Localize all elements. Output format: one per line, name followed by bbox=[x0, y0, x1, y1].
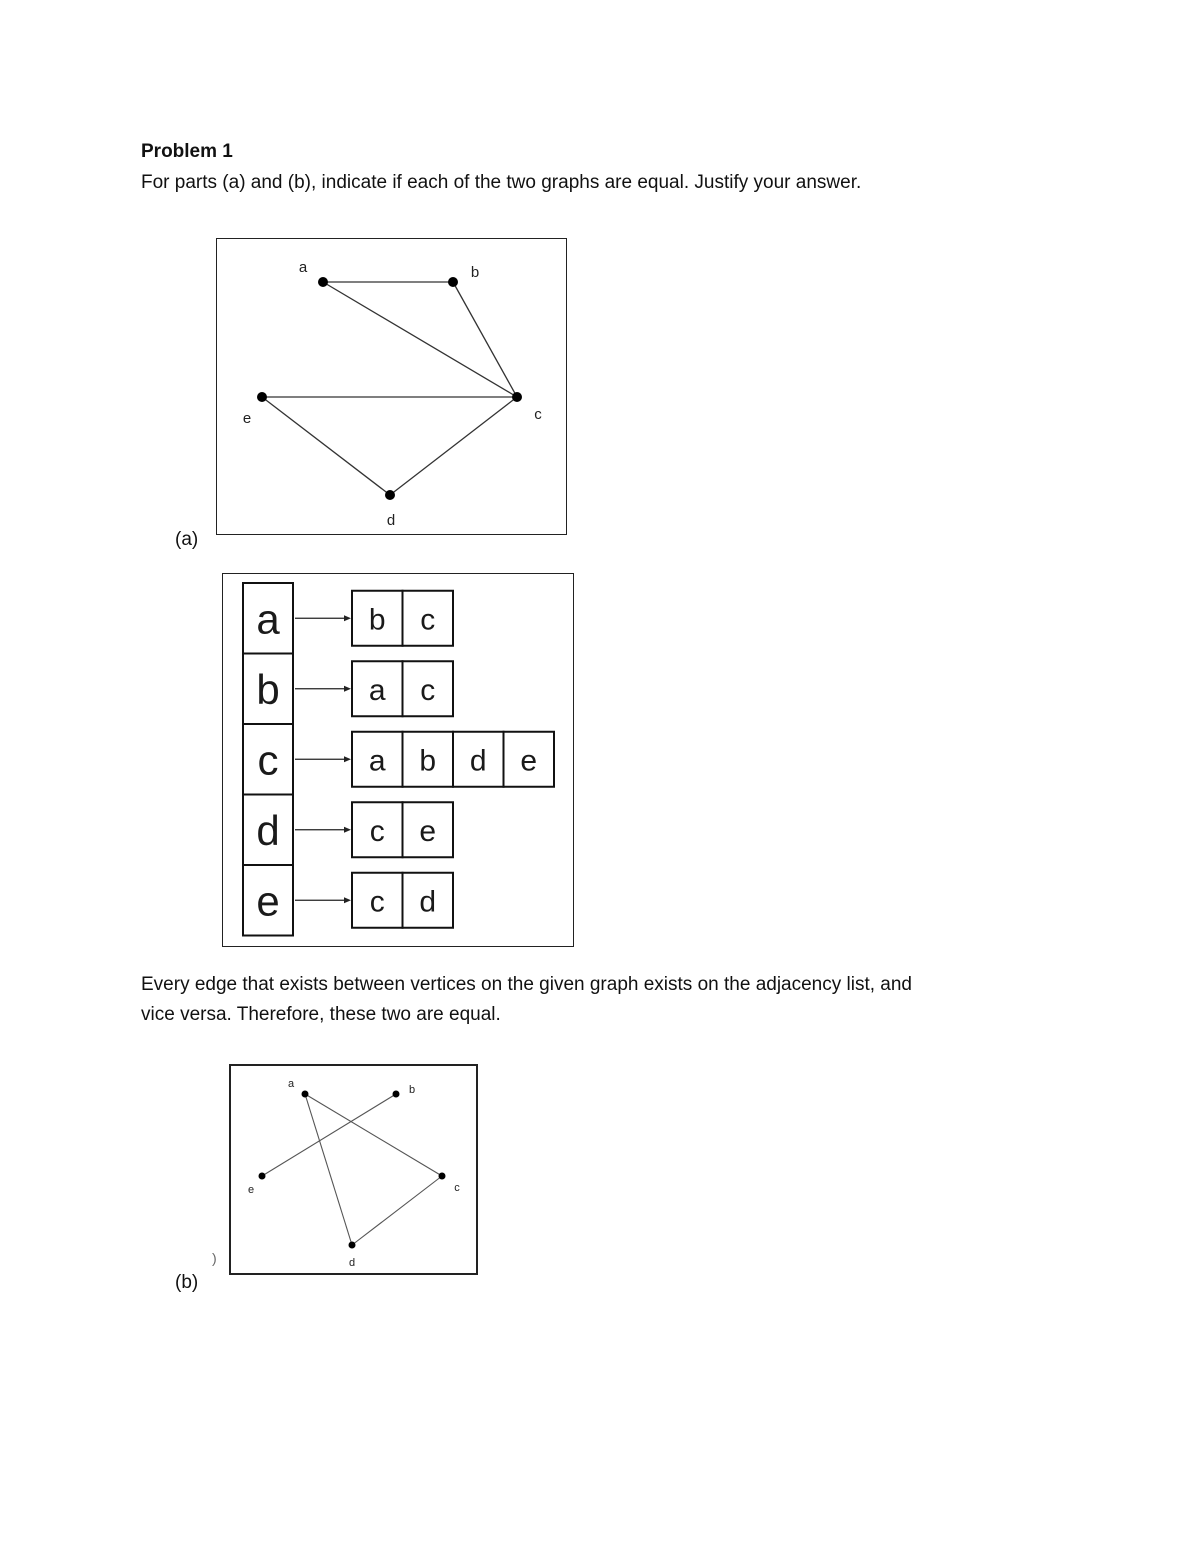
vertex-e bbox=[259, 1173, 266, 1180]
vertex-label-e: e bbox=[242, 410, 252, 427]
adjacency-head-label-d: d bbox=[256, 806, 280, 854]
adjacency-cell-label-a-b: b bbox=[368, 603, 386, 637]
adjacency-cell-label-a-c: c bbox=[420, 603, 436, 637]
adjacency-arrowhead-a bbox=[344, 615, 351, 621]
vertex-label-d: d bbox=[348, 1257, 356, 1269]
answer-text-line-2: vice versa. Therefore, these two are equal. bbox=[141, 1004, 501, 1025]
graph-b-figure bbox=[229, 1064, 478, 1275]
edge-a-c bbox=[305, 1094, 442, 1176]
vertex-label-d: d bbox=[386, 512, 396, 529]
adjacency-cell-label-c-a: a bbox=[368, 744, 386, 778]
vertex-label-c: c bbox=[534, 406, 542, 423]
vertex-label-c: c bbox=[454, 1182, 460, 1194]
edge-b-e bbox=[262, 1094, 396, 1176]
problem-title: Problem 1 bbox=[141, 141, 233, 162]
graph-b-svg bbox=[231, 1066, 476, 1273]
vertex-b bbox=[393, 1091, 400, 1098]
adjacency-list-figure bbox=[222, 573, 574, 947]
vertex-a bbox=[302, 1091, 309, 1098]
adjacency-head-label-e: e bbox=[256, 877, 280, 925]
adjacency-list-svg bbox=[223, 574, 572, 945]
edge-a-d bbox=[305, 1094, 352, 1245]
vertex-label-b: b bbox=[470, 264, 480, 281]
adjacency-cell-label-b-a: a bbox=[368, 673, 386, 707]
adjacency-arrowhead-c bbox=[344, 756, 351, 762]
adjacency-head-label-b: b bbox=[256, 665, 280, 713]
vertex-e bbox=[257, 392, 267, 402]
vertex-label-a: a bbox=[287, 1078, 295, 1090]
vertex-label-a: a bbox=[298, 259, 308, 276]
adjacency-arrowhead-d bbox=[344, 827, 351, 833]
vertex-c bbox=[439, 1173, 446, 1180]
problem-prompt: For parts (a) and (b), indicate if each of the two graphs are equal. Justify your answer. bbox=[141, 172, 862, 193]
vertex-d bbox=[349, 1242, 356, 1249]
adjacency-head-label-a: a bbox=[256, 595, 280, 643]
vertex-c bbox=[512, 392, 522, 402]
edge-e-d bbox=[262, 397, 390, 495]
adjacency-arrowhead-b bbox=[344, 686, 351, 692]
vertex-label-e: e bbox=[247, 1184, 255, 1196]
adjacency-cell-label-c-e: e bbox=[520, 744, 538, 778]
adjacency-cell-label-e-c: c bbox=[369, 885, 385, 919]
adjacency-cell-label-b-c: c bbox=[420, 673, 436, 707]
edge-c-d bbox=[352, 1176, 442, 1245]
graph-a-svg bbox=[217, 239, 565, 533]
adjacency-cell-label-d-c: c bbox=[369, 814, 385, 848]
vertex-label-b: b bbox=[408, 1084, 416, 1096]
vertex-b bbox=[448, 277, 458, 287]
edge-a-c bbox=[323, 282, 517, 397]
adjacency-cell-label-c-b: b bbox=[419, 744, 437, 778]
vertex-a bbox=[318, 277, 328, 287]
adjacency-head-label-c: c bbox=[257, 736, 279, 784]
adjacency-cell-label-d-e: e bbox=[419, 814, 437, 848]
answer-text-line-1: Every edge that exists between vertices on the given graph exists on the adjacency list, and bbox=[141, 974, 913, 995]
part-b-label: (b) bbox=[175, 1272, 199, 1293]
graph-a-figure bbox=[216, 238, 567, 535]
adjacency-cell-label-c-d: d bbox=[469, 744, 487, 778]
vertex-d bbox=[385, 490, 395, 500]
adjacency-arrowhead-e bbox=[344, 897, 351, 903]
edge-d-c bbox=[390, 397, 517, 495]
edge-b-c bbox=[453, 282, 517, 397]
adjacency-cell-label-e-d: d bbox=[419, 885, 437, 919]
stray-mark: ) bbox=[212, 1250, 217, 1266]
part-a-label: (a) bbox=[175, 529, 199, 550]
